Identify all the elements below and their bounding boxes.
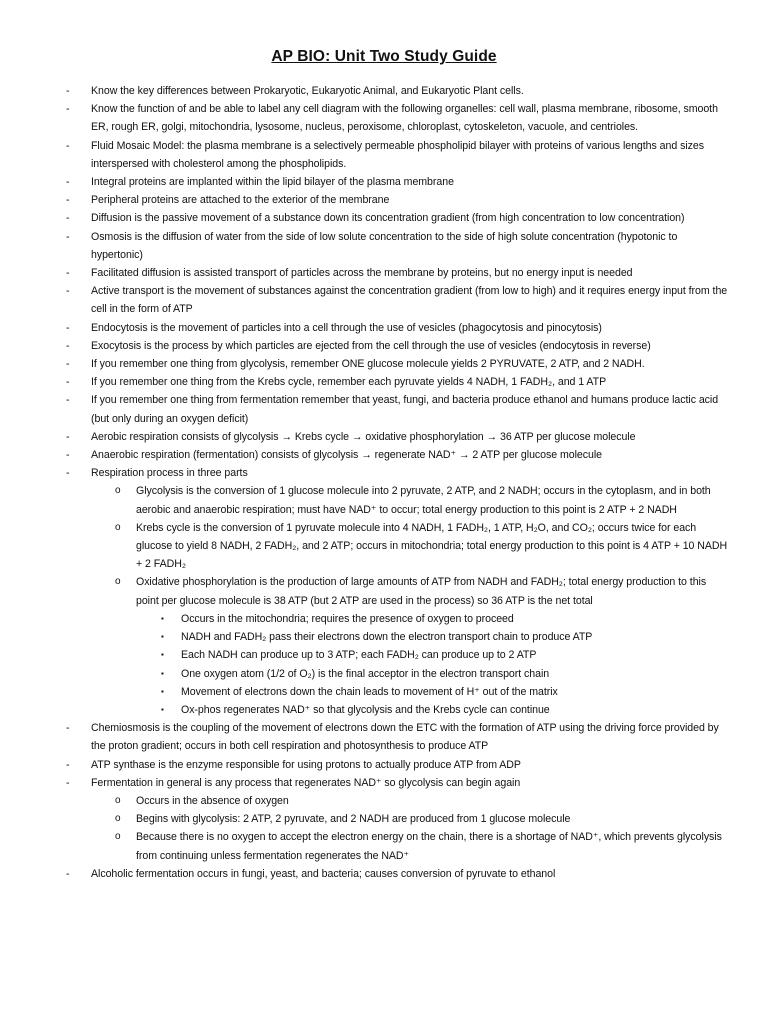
list-item-text: Respiration process in three parts [91,467,248,480]
list-item [0,428,728,446]
list-item [0,464,728,482]
bullet-marker: ▪ [161,686,164,696]
bullet-marker: ▪ [161,668,164,678]
list-item-text: Because there is no oxygen to accept the electron energy on the chain, there is a shortage of NAD⁺, which prevents glycolysis from continuing unless fermentation regenerates the NAD⁺ [136,831,722,862]
bullet-marker: - [66,230,70,243]
bullet-marker: - [66,758,70,771]
bullet-marker: - [66,139,70,152]
bullet-marker: - [66,267,70,280]
list-item-text: Exocytosis is the process by which particles are ejected from the cell through the use of vesicles (endocytosis in reverse) [91,339,651,352]
list-item-text: Glycolysis is the conversion of 1 glucose molecule into 2 pyruvate, 2 ATP, and 2 NADH; occurs in the cytoplasm, and in both aerobic and anaerobic respiration; must have NAD⁺ to occur; total energy production to this point is 2 ATP + 2 NADH [136,485,711,516]
list-item [0,683,728,701]
list-item [0,264,728,282]
list-item-text: Fermentation in general is any process that regenerates NAD⁺ so glycolysis can begin again [91,776,521,789]
list-item-text: Ox-phos regenerates NAD⁺ so that glycolysis and the Krebs cycle can continue [181,703,550,716]
list-item-text: Active transport is the movement of substances against the concentration gradient (from low to high) and it requires energy input from the cell in the form of ATP [91,285,728,316]
list-item [0,810,728,828]
bullet-marker: o [115,485,121,497]
list-item-text: Begins with glycolysis: 2 ATP, 2 pyruvate, and 2 NADH are produced from 1 glucose molecule [136,813,571,826]
bullet-marker: o [115,576,121,588]
list-item [0,282,728,318]
list-item-text: If you remember one thing from the Krebs cycle, remember each pyruvate yields 4 NADH, 1 FADH₂, and 1 ATP [91,376,607,389]
list-item-text: Know the function of and be able to label any cell diagram with the following organelles: cell wall, plasma membrane, ribosome, smooth ER, rough ER, golgi, mitochondria, lysosome, nucleus, peroxisome, chloroplast, cytoskeleton, vacuole, and centrioles. [91,103,718,134]
list-item-text: Fluid Mosaic Model: the plasma membrane is a selectively permeable phospholipid bilayer with proteins of various lengths and sizes interspersed with cholesterol among the phospholipids. [91,139,704,170]
list-item [0,191,728,209]
list-item-text: Endocytosis is the movement of particles into a cell through the use of vesicles (phagocytosis and pinocytosis) [91,321,602,334]
list-item-text: Know the key differences between Prokaryotic, Eukaryotic Animal, and Eukaryotic Plant cells. [91,85,524,97]
list-item [0,228,728,264]
list-item-text: Aerobic respiration consists of glycolysis → Krebs cycle → oxidative phosphorylation → 36 ATP per glucose molecule [91,430,636,443]
list-item [0,828,728,864]
list-item [0,337,728,355]
list-item [0,446,728,464]
bullet-marker: o [115,521,121,533]
list-item-text: Integral proteins are implanted within the lipid bilayer of the plasma membrane [91,176,454,189]
bullet-marker: - [66,776,70,789]
list-item [0,319,728,337]
list-item-text: Peripheral proteins are attached to the exterior of the membrane [91,194,390,207]
list-item [0,82,728,100]
bullet-marker: - [66,467,70,480]
bullet-marker: - [66,722,70,735]
bullet-marker: - [66,285,70,298]
list-item-text: Occurs in the absence of oxygen [136,794,289,807]
list-item [0,865,728,883]
list-item [0,173,728,191]
page-title: AP BIO: Unit Two Study Guide [271,48,497,65]
list-item [0,665,728,683]
bullet-marker: - [66,103,70,116]
list-item [0,209,728,227]
list-item-text: Anaerobic respiration (fermentation) consists of glycolysis → regenerate NAD⁺ → 2 ATP per glucose molecule [91,449,602,462]
bullet-marker: - [66,321,70,334]
list-item [0,373,728,391]
list-item [0,719,728,755]
list-item-text: Movement of electrons down the chain leads to movement of H⁺ out of the matrix [181,685,558,698]
bullet-marker: - [66,449,70,462]
study-guide-list [0,82,768,883]
bullet-marker: ▪ [161,613,164,623]
bullet-marker: - [66,212,70,225]
list-item [0,792,728,810]
list-item-text: Diffusion is the passive movement of a substance down its concentration gradient (from high concentration to low concentration) [91,212,685,225]
bullet-marker: - [66,339,70,352]
list-item [0,100,728,136]
list-item-text: One oxygen atom (1/2 of O₂) is the final acceptor in the electron transport chain [181,667,550,680]
bullet-marker: ▪ [161,632,164,642]
list-item [0,573,728,609]
list-item [0,646,728,664]
list-item-text: Osmosis is the diffusion of water from the side of low solute concentration to the side of high solute concentration (hypotonic to hypertonic) [91,230,678,261]
bullet-marker: ▪ [161,704,164,714]
list-item-text: If you remember one thing from fermentation remember that yeast, fungi, and bacteria produce ethanol and humans produce lactic acid (but only during an oxygen deficit) [91,394,719,425]
list-item [0,391,728,427]
list-item [0,628,728,646]
bullet-marker: - [66,85,70,97]
bullet-marker: o [115,813,121,825]
bullet-marker: - [66,867,70,880]
list-item [0,482,728,518]
list-item [0,610,728,628]
bullet-marker: o [115,831,121,843]
list-item-text: Facilitated diffusion is assisted transport of particles across the membrane by proteins, but no energy input is needed [91,267,633,280]
list-item-text: Alcoholic fermentation occurs in fungi, yeast, and bacteria; causes conversion of pyruvate to ethanol [91,867,556,880]
list-item-text: Each NADH can produce up to 3 ATP; each FADH₂ can produce up to 2 ATP [181,649,537,662]
bullet-marker: - [66,358,70,371]
bullet-marker: - [66,376,70,389]
list-item [0,774,728,792]
bullet-marker: o [115,794,121,806]
list-item-text: Oxidative phosphorylation is the production of large amounts of ATP from NADH and FADH₂; total energy production to this point per glucose molecule is 38 ATP (but 2 ATP are used in the process) so 36 ATP is the net total [136,576,707,607]
list-item-text: Chemiosmosis is the coupling of the movement of electrons down the ETC with the formation of ATP using the driving force provided by the proton gradient; occurs in both cell respiration and photosynthesis to produce ATP [91,722,719,753]
bullet-marker: - [66,176,70,189]
list-item [0,756,728,774]
list-item [0,355,728,373]
list-item [0,701,728,719]
list-item [0,137,728,173]
list-item-text: ATP synthase is the enzyme responsible for using protons to actually produce ATP from ADP [91,758,521,771]
list-item-text: Occurs in the mitochondria; requires the presence of oxygen to proceed [181,612,514,625]
bullet-marker: - [66,194,70,207]
list-item-text: If you remember one thing from glycolysis, remember ONE glucose molecule yields 2 PYRUVATE, 2 ATP, and 2 NADH. [91,358,645,371]
list-item-text: Krebs cycle is the conversion of 1 pyruvate molecule into 4 NADH, 1 FADH₂, 1 ATP, H₂O, and CO₂; occurs twice for each glucose to yield 8 NADH, 2 FADH₂, and 2 ATP; occurs in mitochondria; total energy production to this point is 4 ATP + 10 NADH + 2 FADH₂ [136,521,728,571]
bullet-marker: - [66,430,70,443]
bullet-marker: ▪ [161,650,164,660]
list-item-text: NADH and FADH₂ pass their electrons down the electron transport chain to produce ATP [181,631,593,644]
list-item [0,519,728,574]
bullet-marker: - [66,394,70,407]
